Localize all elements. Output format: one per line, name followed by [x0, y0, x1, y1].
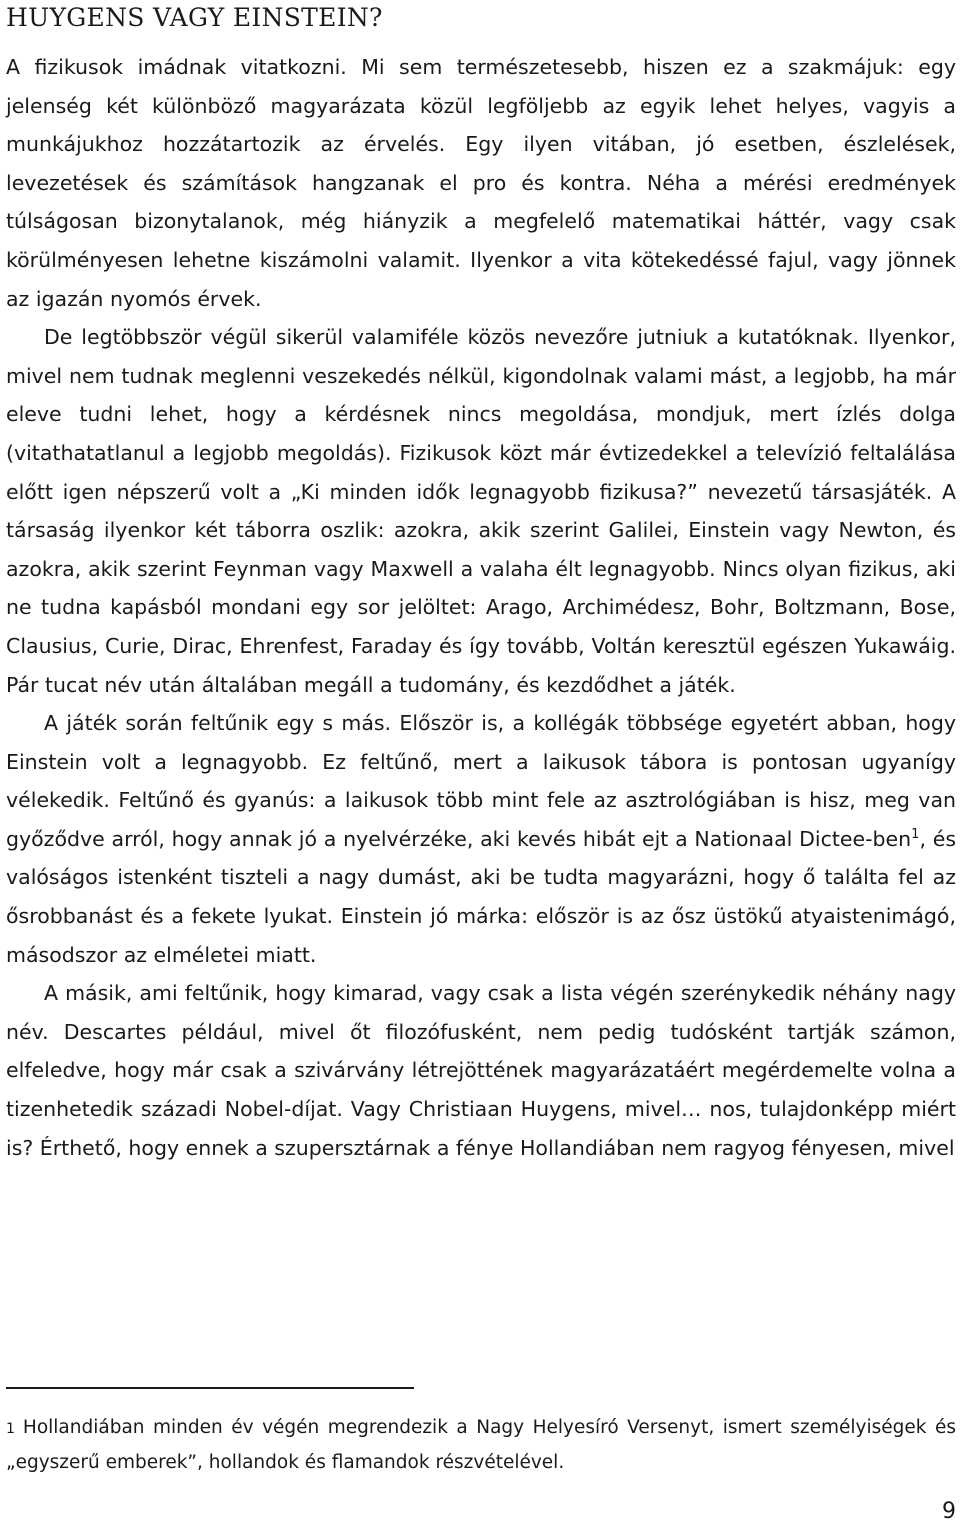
- paragraph-2: De legtöbbször végül sikerül valamiféle közös nevezőre jutniuk a kutatóknak. Ilyenkor, mivel nem tudnak meglenni veszekedés nélkül, kigondolnak valami mást, a legjobb, ha már eleve tudni lehet, hogy a kérdésnek nincs megoldása, mondjuk, mert ízlés dolga (vitathatatlanul a legjobb megoldás). Fizikusok közt már évtizedekkel a televízió feltalálása előtt igen népszerű volt a „Ki minden idők legnagyobb fizikusa?” nevezetű társasjáték. A társaság ilyenkor két táborra oszlik: azokra, akik szerint Galilei, Einstein vagy Newton, és azokra, akik szerint Feynman vagy Maxwell a valaha élt legnagyobb. Nincs olyan fizikus, aki ne tudna kapásból mondani egy sor jelöltet: Arago, Archimédesz, Bohr, Boltzmann, Bose, Clausius, Curie, Dirac, Ehrenfest, Faraday és így tovább, Voltán keresztül egészen Yukawáig. Pár tucat név után általában megáll a tudomány, és kezdődhet a játék.: [6, 325, 956, 697]
- footnote-divider: [6, 1387, 414, 1389]
- footnote-reference[interactable]: 1: [911, 826, 920, 842]
- paragraph-3-text-before: A játék során feltűnik egy s más. Először is, a kollégák többsége egyetért abban, hogy Einstein volt a legnagyobb. Ez feltűnő, mert a laikusok tábora is pontosan ugyanígy vélekedik. Feltűnő és gyanús: a laikusok több mint fele az asztrológiában is hisz, meg van győződve arról, hogy annak jó a nyelvérzéke, aki kevés hibát ejt a Nationaal Dictee-ben: [6, 711, 956, 851]
- paragraph-1: A fizikusok imádnak vitatkozni. Mi sem természetesebb, hiszen ez a szakmájuk: egy jelenség két különböző magyarázata közül legföljebb az egyik lehet helyes, vagyis a munkájukhoz hozzátartozik az érvelés. Egy ilyen vitában, jó esetben, észlelések, levezetések és számítások hangzanak el pro és kontra. Néha a mérési eredmények túlságosan bizonytalanok, még hiányzik a megfelelő matematikai háttér, vagy csak körülményesen lehetne kiszámolni valamit. Ilyenkor a vita kötekedéssé fajul, vagy jönnek az igazán nyomós érvek.: [6, 55, 956, 311]
- footnote: [6, 1411, 956, 1480]
- page-number: 9: [942, 1499, 956, 1524]
- document-page: [6, 2, 957, 1473]
- footnote-number: 1: [6, 1421, 15, 1437]
- page-title: HUYGENS VAGY EINSTEIN?: [6, 3, 383, 32]
- body-text: [6, 48, 956, 1167]
- paragraph-3: [6, 704, 956, 974]
- footnote-text: Hollandiában minden év végén megrendezik a Nagy Helyesíró Versenyt, ismert személyiségek és „egyszerű emberek”, hollandok és flamandok részvételével.: [6, 1417, 956, 1473]
- paragraph-4: A másik, ami feltűnik, hogy kimarad, vagy csak a lista végén szerénykedik néhány nagy név. Descartes például, mivel őt filozófusként, nem pedig tudósként tartják számon, elfeledve, hogy már csak a szivárvány létrejöttének magyarázatáért megérdemelte volna a tizenhetedik századi Nobel-díjat. Vagy Christiaan Huygens, mivel… nos, tulajdonképp miért is? Érthető, hogy ennek a szupersztárnak a fénye Hollandiában nem ragyog fényesen, mivel: [6, 981, 956, 1160]
- paragraph-3-text-after: , és valóságos istenként tiszteli a nagy dumást, aki be tudta magyarázni, hogy ő találta fel az ősrobbanást és a fekete lyukat. Einstein jó márka: először is az ősz üstökű atyaistenimágó, másodszor az elméletei miatt.: [6, 826, 957, 967]
